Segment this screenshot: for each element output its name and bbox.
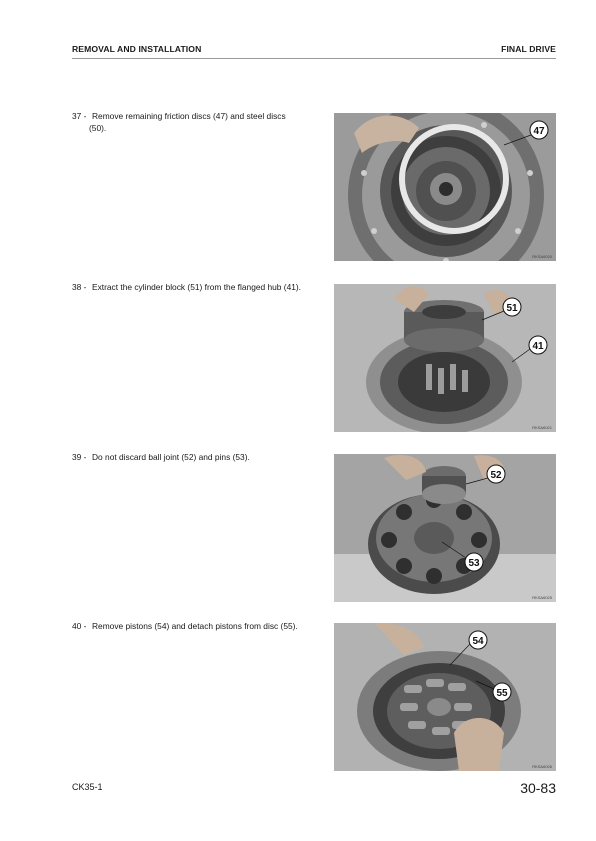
step-text-continued: (50). [89,123,107,133]
footer-page-number: 30-83 [520,780,556,796]
header-divider [72,58,556,59]
cylinder-block-photo [334,284,556,432]
friction-discs-photo [334,113,556,261]
photo-step-39 [334,454,556,602]
step-text: Remove pistons (54) and detach pistons from disc (55). [92,621,298,631]
step-number: 38 - [72,282,87,292]
callout-51: 51 [506,303,518,314]
photo-step-37 [334,113,556,261]
ball-joint-photo [334,454,556,602]
callout-41: 41 [532,341,544,352]
callout-47: 47 [533,126,545,137]
photo-code: RKSA6021 [532,425,552,430]
step-text: Extract the cylinder block (51) from the flanged hub (41). [92,282,302,292]
photo-code: RKSA6020 [532,254,552,259]
callout-54: 54 [472,636,484,647]
header-section-title: REMOVAL AND INSTALLATION [72,44,202,54]
callout-52: 52 [490,470,502,481]
step-39 [72,451,317,463]
header-chapter-title: FINAL DRIVE [501,44,556,54]
step-37 [72,110,317,134]
step-number: 37 - [72,111,87,121]
photo-code: RKSA6026 [532,764,552,769]
photo-step-38 [334,284,556,432]
callout-55: 55 [496,688,508,699]
footer-model: CK35-1 [72,782,103,792]
step-number: 39 - [72,452,87,462]
pistons-photo [334,623,556,771]
step-40 [72,620,317,632]
step-number: 40 - [72,621,87,631]
photo-step-40 [334,623,556,771]
photo-code: RKSA6025 [532,595,552,600]
step-38 [72,281,317,293]
step-text: Remove remaining friction discs (47) and steel discs [92,111,286,121]
step-text: Do not discard ball joint (52) and pins (53). [92,452,250,462]
callout-53: 53 [468,558,480,569]
